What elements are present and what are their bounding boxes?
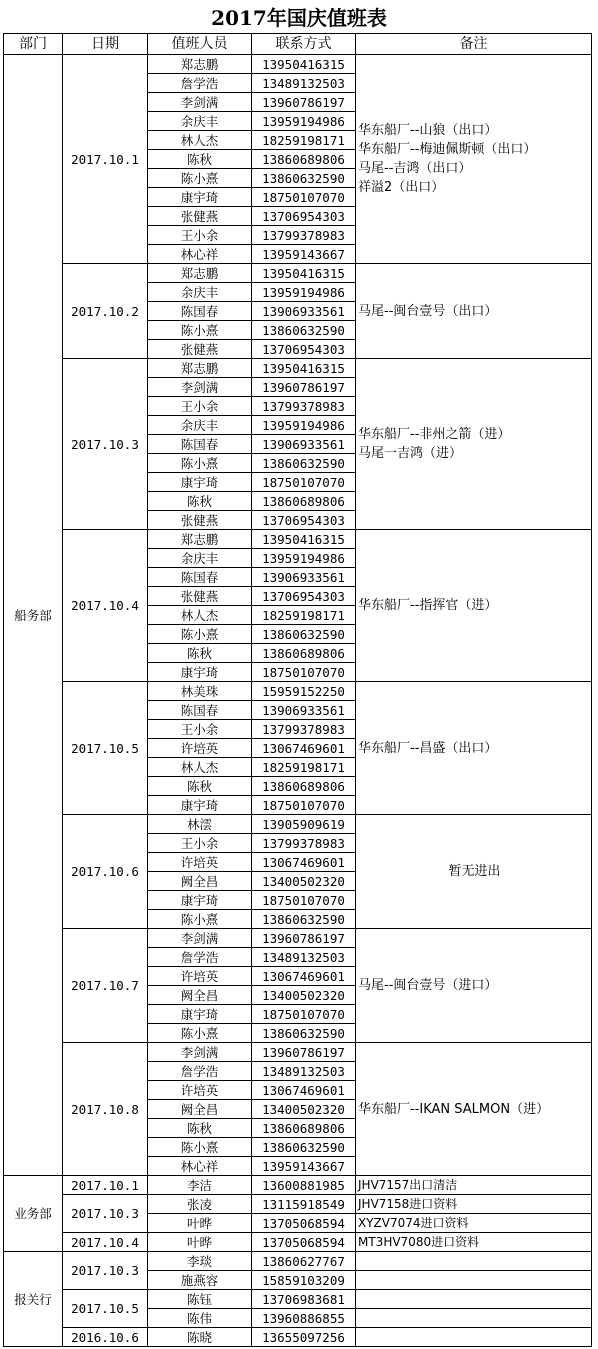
note-line: 华东船厂--梅迪佩斯顿（出口）	[358, 142, 537, 157]
table-row	[4, 1233, 592, 1252]
note-line: XYZV7074进口资料	[358, 1215, 469, 1230]
phone-cell: 13960786197	[252, 929, 356, 948]
notes-cell	[356, 815, 592, 929]
phone-cell: 13600881985	[252, 1176, 356, 1195]
table-row	[4, 682, 592, 701]
phone-cell: 13489132503	[252, 74, 356, 93]
phone-cell: 13860689806	[252, 492, 356, 511]
header-row	[4, 34, 592, 55]
staff-name-cell: 叶晔	[148, 1214, 252, 1233]
phone-cell: 13706954303	[252, 207, 356, 226]
phone-cell: 13959143667	[252, 1157, 356, 1176]
phone-cell: 13959194986	[252, 549, 356, 568]
staff-name-cell: 陈小熹	[148, 321, 252, 340]
staff-name-cell: 陈伟	[148, 1309, 252, 1328]
staff-name-cell: 阙全昌	[148, 872, 252, 891]
staff-name-cell: 詹学浩	[148, 74, 252, 93]
staff-name-cell: 詹学浩	[148, 1062, 252, 1081]
duty-table-body	[4, 34, 592, 1347]
notes-cell	[356, 1309, 592, 1328]
sheet-title: 2017年国庆值班表	[211, 6, 387, 30]
staff-name-cell: 陈国春	[148, 568, 252, 587]
phone-cell: 13950416315	[252, 264, 356, 283]
staff-name-cell: 王小余	[148, 226, 252, 245]
notes-cell	[356, 1328, 592, 1347]
note-line: JHV7158进口资料	[358, 1196, 458, 1211]
phone-cell: 13706954303	[252, 340, 356, 359]
department-cell: 船务部	[4, 55, 63, 1176]
phone-cell: 13705068594	[252, 1214, 356, 1233]
note-line: JHV7157出口清洁	[358, 1177, 458, 1192]
staff-name-cell: 林心祥	[148, 1157, 252, 1176]
staff-name-cell: 林心祥	[148, 245, 252, 264]
staff-name-cell: 陈秋	[148, 1119, 252, 1138]
phone-cell: 15959152250	[252, 682, 356, 701]
phone-cell: 13950416315	[252, 359, 356, 378]
notes-cell	[356, 55, 592, 264]
staff-name-cell: 康宇琦	[148, 1005, 252, 1024]
phone-cell: 13950416315	[252, 55, 356, 74]
duty-table	[3, 33, 592, 1347]
phone-cell: 13860632590	[252, 169, 356, 188]
staff-name-cell: 陈小熹	[148, 454, 252, 473]
staff-name-cell: 张健燕	[148, 340, 252, 359]
staff-name-cell: 康宇琦	[148, 473, 252, 492]
staff-name-cell: 康宇琦	[148, 663, 252, 682]
phone-cell: 18259198171	[252, 606, 356, 625]
staff-name-cell: 郑志鹏	[148, 359, 252, 378]
phone-cell: 13905909619	[252, 815, 356, 834]
staff-name-cell: 陈国春	[148, 435, 252, 454]
staff-name-cell: 林人杰	[148, 758, 252, 777]
staff-name-cell: 许培英	[148, 739, 252, 758]
phone-cell: 13706954303	[252, 511, 356, 530]
staff-name-cell: 詹学浩	[148, 948, 252, 967]
staff-name-cell: 康宇琦	[148, 796, 252, 815]
phone-cell: 13860632590	[252, 1138, 356, 1157]
note-line: 马尾--闽台壹号（出口）	[358, 303, 498, 319]
staff-name-cell: 阙全昌	[148, 1100, 252, 1119]
staff-name-cell: 许培英	[148, 1081, 252, 1100]
staff-name-cell: 余庆丰	[148, 416, 252, 435]
phone-cell: 13960786197	[252, 93, 356, 112]
phone-cell: 13960886855	[252, 1309, 356, 1328]
staff-name-cell: 陈小熹	[148, 910, 252, 929]
staff-name-cell: 郑志鹏	[148, 55, 252, 74]
phone-cell: 13115918549	[252, 1195, 356, 1214]
staff-name-cell: 郑志鹏	[148, 264, 252, 283]
table-row	[4, 1195, 592, 1214]
date-cell: 2017.10.1	[63, 55, 148, 264]
phone-cell: 13799378983	[252, 226, 356, 245]
table-row	[4, 1252, 592, 1271]
staff-name-cell: 施燕容	[148, 1271, 252, 1290]
phone-cell: 13959194986	[252, 283, 356, 302]
staff-name-cell: 李剑满	[148, 378, 252, 397]
notes-cell	[356, 1043, 592, 1176]
date-cell: 2017.10.7	[63, 929, 148, 1043]
staff-name-cell: 陈国春	[148, 701, 252, 720]
table-row	[4, 1328, 592, 1347]
staff-name-cell: 张凌	[148, 1195, 252, 1214]
staff-name-cell: 陈秋	[148, 644, 252, 663]
staff-name-cell: 陈小熹	[148, 625, 252, 644]
phone-cell: 13860627767	[252, 1252, 356, 1271]
table-row	[4, 1176, 592, 1195]
phone-cell: 18259198171	[252, 758, 356, 777]
staff-name-cell: 陈国春	[148, 302, 252, 321]
note-line: 华东船厂--指挥官（进）	[358, 598, 498, 613]
phone-cell: 13400502320	[252, 986, 356, 1005]
date-cell: 2017.10.6	[63, 815, 148, 929]
header-contact: 联系方式	[252, 34, 356, 55]
phone-cell: 18750107070	[252, 1005, 356, 1024]
staff-name-cell: 陈小熹	[148, 169, 252, 188]
phone-cell: 13906933561	[252, 435, 356, 454]
staff-name-cell: 康宇琦	[148, 891, 252, 910]
phone-cell: 18259198171	[252, 131, 356, 150]
notes-cell	[356, 359, 592, 530]
staff-name-cell: 陈小熹	[148, 1024, 252, 1043]
notes-cell	[356, 1233, 592, 1252]
phone-cell: 13067469601	[252, 853, 356, 872]
note-line: 马尾--吉鸿（出口）	[358, 161, 472, 176]
phone-cell: 13860632590	[252, 910, 356, 929]
note-line: 祥溢2（出口）	[358, 180, 445, 195]
phone-cell: 13906933561	[252, 701, 356, 720]
phone-cell: 18750107070	[252, 891, 356, 910]
phone-cell: 13950416315	[252, 530, 356, 549]
date-cell: 2017.10.4	[63, 1233, 148, 1252]
table-row	[4, 1043, 592, 1062]
note-line: 马尾一吉鸿（进）	[358, 446, 463, 461]
staff-name-cell: 张健燕	[148, 511, 252, 530]
staff-name-cell: 阙全昌	[148, 986, 252, 1005]
staff-name-cell: 余庆丰	[148, 549, 252, 568]
staff-name-cell: 陈秋	[148, 492, 252, 511]
date-cell: 2017.10.3	[63, 1252, 148, 1290]
table-row	[4, 1290, 592, 1309]
notes-cell	[356, 1252, 592, 1271]
header-dept: 部门	[4, 34, 63, 55]
phone-cell: 18750107070	[252, 473, 356, 492]
date-cell: 2017.10.5	[63, 1290, 148, 1328]
phone-cell: 13860689806	[252, 1119, 356, 1138]
notes-cell	[356, 1271, 592, 1290]
phone-cell: 13400502320	[252, 872, 356, 891]
date-cell: 2017.10.3	[63, 1195, 148, 1233]
staff-name-cell: 王小余	[148, 834, 252, 853]
phone-cell: 13860689806	[252, 777, 356, 796]
phone-cell: 13067469601	[252, 1081, 356, 1100]
phone-cell: 13799378983	[252, 834, 356, 853]
phone-cell: 13705068594	[252, 1233, 356, 1252]
date-cell: 2017.10.8	[63, 1043, 148, 1176]
phone-cell: 13960786197	[252, 378, 356, 397]
staff-name-cell: 叶晔	[148, 1233, 252, 1252]
notes-cell	[356, 1214, 592, 1233]
staff-name-cell: 林人杰	[148, 131, 252, 150]
phone-cell: 13906933561	[252, 568, 356, 587]
staff-name-cell: 陈秋	[148, 150, 252, 169]
staff-name-cell: 余庆丰	[148, 283, 252, 302]
staff-name-cell: 李剑满	[148, 929, 252, 948]
date-cell: 2017.10.5	[63, 682, 148, 815]
phone-cell: 13799378983	[252, 720, 356, 739]
note-line: 华东船厂--山狼（出口）	[358, 123, 498, 138]
phone-cell: 13799378983	[252, 397, 356, 416]
note-line: 华东船厂--非州之箭（进）	[358, 427, 511, 442]
staff-name-cell: 林澐	[148, 815, 252, 834]
staff-name-cell: 陈秋	[148, 777, 252, 796]
phone-cell: 13959194986	[252, 416, 356, 435]
staff-name-cell: 陈钰	[148, 1290, 252, 1309]
phone-cell: 13706954303	[252, 587, 356, 606]
phone-cell: 18750107070	[252, 663, 356, 682]
staff-name-cell: 康宇琦	[148, 188, 252, 207]
staff-name-cell: 王小余	[148, 720, 252, 739]
table-row	[4, 359, 592, 378]
table-row	[4, 530, 592, 549]
phone-cell: 13860689806	[252, 150, 356, 169]
note-line: MT3HV7080进口资料	[358, 1234, 480, 1249]
notes-cell	[356, 264, 592, 359]
header-date: 日期	[63, 34, 148, 55]
notes-cell	[356, 929, 592, 1043]
phone-cell: 15859103209	[252, 1271, 356, 1290]
phone-cell: 13906933561	[252, 302, 356, 321]
notes-cell	[356, 1195, 592, 1214]
staff-name-cell: 余庆丰	[148, 112, 252, 131]
phone-cell: 13067469601	[252, 967, 356, 986]
header-notes: 备注	[356, 34, 592, 55]
notes-cell	[356, 682, 592, 815]
notes-cell	[356, 1290, 592, 1309]
staff-name-cell: 郑志鹏	[148, 530, 252, 549]
table-row	[4, 815, 592, 834]
staff-name-cell: 李琰	[148, 1252, 252, 1271]
staff-name-cell: 许培英	[148, 967, 252, 986]
phone-cell: 13489132503	[252, 948, 356, 967]
note-line: 马尾--闽台壹号（进口）	[358, 978, 498, 993]
phone-cell: 13860632590	[252, 1024, 356, 1043]
staff-name-cell: 陈小熹	[148, 1138, 252, 1157]
staff-name-cell: 张健燕	[148, 587, 252, 606]
phone-cell: 13706983681	[252, 1290, 356, 1309]
staff-name-cell: 许培英	[148, 853, 252, 872]
staff-name-cell: 张健燕	[148, 207, 252, 226]
date-cell: 2017.10.1	[63, 1176, 148, 1195]
phone-cell: 18750107070	[252, 188, 356, 207]
phone-cell: 13959194986	[252, 112, 356, 131]
staff-name-cell: 李剑满	[148, 1043, 252, 1062]
phone-cell: 18750107070	[252, 796, 356, 815]
notes-cell	[356, 530, 592, 682]
staff-name-cell: 王小余	[148, 397, 252, 416]
note-line: 华东船厂--昌盛（出口）	[358, 740, 498, 756]
notes-cell	[356, 1176, 592, 1195]
staff-name-cell: 林人杰	[148, 606, 252, 625]
staff-name-cell: 陈晓	[148, 1328, 252, 1347]
phone-cell: 13860632590	[252, 321, 356, 340]
table-row	[4, 929, 592, 948]
phone-cell: 13860632590	[252, 454, 356, 473]
date-cell: 2017.10.4	[63, 530, 148, 682]
staff-name-cell: 李剑满	[148, 93, 252, 112]
phone-cell: 13960786197	[252, 1043, 356, 1062]
department-cell: 报关行	[4, 1252, 63, 1347]
table-row	[4, 55, 592, 74]
date-cell: 2016.10.6	[63, 1328, 148, 1347]
phone-cell: 13400502320	[252, 1100, 356, 1119]
phone-cell: 13959143667	[252, 245, 356, 264]
staff-name-cell: 林美珠	[148, 682, 252, 701]
phone-cell: 13655097256	[252, 1328, 356, 1347]
date-cell: 2017.10.3	[63, 359, 148, 530]
table-row	[4, 264, 592, 283]
phone-cell: 13860689806	[252, 644, 356, 663]
header-staff: 值班人员	[148, 34, 252, 55]
phone-cell: 13860632590	[252, 625, 356, 644]
department-cell: 业务部	[4, 1176, 63, 1252]
date-cell: 2017.10.2	[63, 264, 148, 359]
note-line: 华东船厂--IKAN SALMON（进）	[358, 1101, 550, 1117]
phone-cell: 13489132503	[252, 1062, 356, 1081]
phone-cell: 13067469601	[252, 739, 356, 758]
note-line: 暂无进出	[448, 864, 501, 879]
staff-name-cell: 李洁	[148, 1176, 252, 1195]
